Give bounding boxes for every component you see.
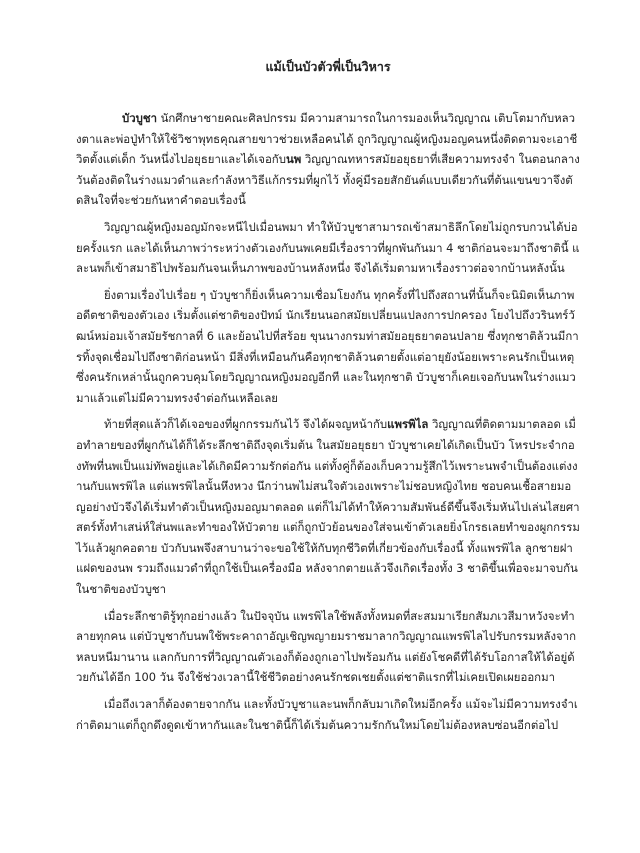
paragraph-text: เมื่อถึงเวลาก็ต้องตายจากกัน และทั้งบัวบูชาและนพก็กลับมาเกิดใหม่อีกครั้ง แม้จะไม่มีความทรงจำเก่าติดมาแต่ก็ถูกดึงดูดเข้าหากันและในชาตินี้ก็ได้เริ่มต้นความรักกันใหม่โดยไม่ต้องหลบซ่อนอีกต่อไป — [76, 697, 578, 732]
document-body — [76, 108, 580, 735]
bold-name-text: บัวบูชา — [122, 111, 157, 125]
paragraph — [76, 217, 580, 279]
paragraph — [76, 606, 580, 688]
paragraph-text: ท้ายที่สุดแล้วก็ได้เจอของที่ผูกกรรมกันไว้ จึงได้ผจญหน้ากับ — [104, 417, 388, 432]
bold-name-text: แพรพิไล — [387, 417, 429, 432]
document-title: แม้เป็นบัวตัวพี่เป็นวิหาร — [265, 59, 391, 74]
paragraph-text: วิญญาณที่ติดตามมาตลอด เมื่อทำลายของที่ผูกกันได้ก็ได้ระลึกชาติถึงจุดเริ่มต้น ในสมัยอยุธยา บัวบูชาเคยได้เกิดเป็นบัว โหรประจำกองทัพที่นพเป็นแม่ทัพอยู่และได้เกิดมีความรักต่อกัน แต่ทั้งคู่ก็ต้องเก็บความรู้สึกไว้เพราะนพจำเป็นต้องแต่งงานกับแพรพิไล แต่แพรพิไลนั้นหึงหวง นึกว่านพไม่สนใจตัวเองเพราะไม่ชอบหญิงไทย ชอบคนเชื้อสายมอญอย่างบัวจึงได้เริ่มทำตัวเป็นหญิงมอญมาตลอด แต่ก็ไม่ได้ทำให้ความสัมพันธ์ดีขึ้นจึงเริ่มหันไปเล่นไสยศาสตร์ทั้งทำเสน่ห์ใส่นพและทำของให้บัวตาย แต่ก็ถูกบัวย้อนของใส่จนเข้าตัวเลยยิ่งโกรธเลยทำของผูกกรรมไว้แล้วผูกคอตาย บัวกับนพจึงสาบานว่าจะขอใช้ให้กับทุกชีวิตที่เกี่ยวข้องกับเรื่องนี้ ทั้งแพรพิไล ลูกชายฝาแฝดของนพ รวมถึงแมวดำที่ถูกใช้เป็นเครื่องมือ หลังจากตายแล้วจึงเกิดเรื่องทั้ง 3 ชาติขึ้นเพื่อจะมาจบกันในชาติของบัวบูชา — [76, 417, 580, 597]
paragraph — [76, 108, 580, 211]
paragraph — [76, 285, 580, 409]
paragraph — [76, 414, 580, 599]
paragraph-text: นักศึกษาชายคณะศิลปกรรม มีความสามารถในการมองเห็นวิญญาณ เติบโตมากับหลวงตาและพ่อปู่ทำให้ใช้วิชาพุทธคุณสายขาวช่วยเหลือคนได้ ถูกวิญญาณผู้หญิงมอญคนหนึ่งติดตามจะเอาชีวิตตั้งแต่เด็ก วันหนึ่งไปอยุธยาและได้เจอกับ — [76, 111, 578, 167]
bold-name-text: นพ — [285, 152, 302, 167]
paragraph-text: วิญญาณทหารสมัยอยุธยาที่เสียความทรงจำ ในตอนกลางวันต้องติดในร่างแมวดำและกำลังหาวิธีแก้กรรมที่ผูกไว้ ทั้งคู่มีรอยสักยันต์แบบเดียวกันที่ต้นแขนขวาจึงตัดสินใจที่จะช่วยกันหาคำตอบเรื่องนี้ — [76, 152, 580, 208]
paragraph — [76, 694, 580, 735]
paragraph-text: เมื่อระลึกชาติรู้ทุกอย่างแล้ว ในปัจจุบัน แพรพิไลใช้พลังทั้งหมดที่สะสมมาเรียกสัมภเวสีมาหวังจะทำลายทุกคน แต่บัวบูชากับนพใช้พระคาถาอัญเชิญพญายมราชมาลากวิญญาณแพรพิไลไปรับกรรมหลังจากหลบหนีมานาน แลกกับการที่วิญญาณตัวเองก็ต้องถูกเอาไปพร้อมกัน แต่ยังโชคดีที่ได้รับโอกาสให้ได้อยู่ด้วยกันได้อีก 100 วัน จึงใช้ช่วงเวลานี้ใช้ชีวิตอย่างคนรักชดเชยตั้งแต่ชาติแรกที่ไม่เคยเปิดเผยออกมา — [76, 608, 576, 685]
paragraph-text: วิญญาณผู้หญิงมอญมักจะหนีไปเมื่อนพมา ทำให้บัวบูชาสามารถเข้าสมาธิลึกโดยไม่ถูกรบกวนได้บ่อยครั้งแรก และได้เห็นภาพว่าระหว่างตัวเองกับนพเคยมีเรื่องราวที่ผูกพันกันมา 4 ชาติก่อนจะมาถึงชาตินี้ และนพก็เข้าสมาธิไปพร้อมกันจนเห็นภาพของบ้านหลังหนึ่ง จึงได้เริ่มตามหาเรื่องราวต่อจากบ้านหลังนั้น — [76, 219, 580, 276]
paragraph-text: ยิ่งตามเรื่องไปเรื่อย ๆ บัวบูชาก็ยิ่งเห็นความเชื่อมโยงกัน ทุกครั้งที่ไปถึงสถานที่นั้นก็จะนิมิตเห็นภาพอดีตชาติของตัวเอง เริ่มตั้งแต่ชาติของปัทม์ นักเรียนนอกสมัยเปลี่ยนแปลงการปกครอง โยงไปถึงวรินทร์วัฒน์หม่อมเจ้าสมัยรัชกาลที่ 6 และย้อนไปที่สร้อย ขุนนางกรมท่าสมัยอยุธยาตอนปลาย ซึ่งทุกชาติล้วนมีการทิ้งจุดเชื่อมไปถึงชาติก่อนหน้า มีสิ่งที่เหมือนกันคือทุกชาติล้วนตายตั้งแต่อายุยังน้อยเพราะคนรักเป็นเหตุ ซึ่งคนรักเหล่านั้นถูกควบคุมโดยวิญญาณหญิงมอญอีกที และในทุกชาติ บัวบูชาก็เคยเจอกับนพในร่างแมวมาแล้วแต่ไม่มีความทรงจำต่อกันเหลือเลย — [76, 287, 579, 405]
